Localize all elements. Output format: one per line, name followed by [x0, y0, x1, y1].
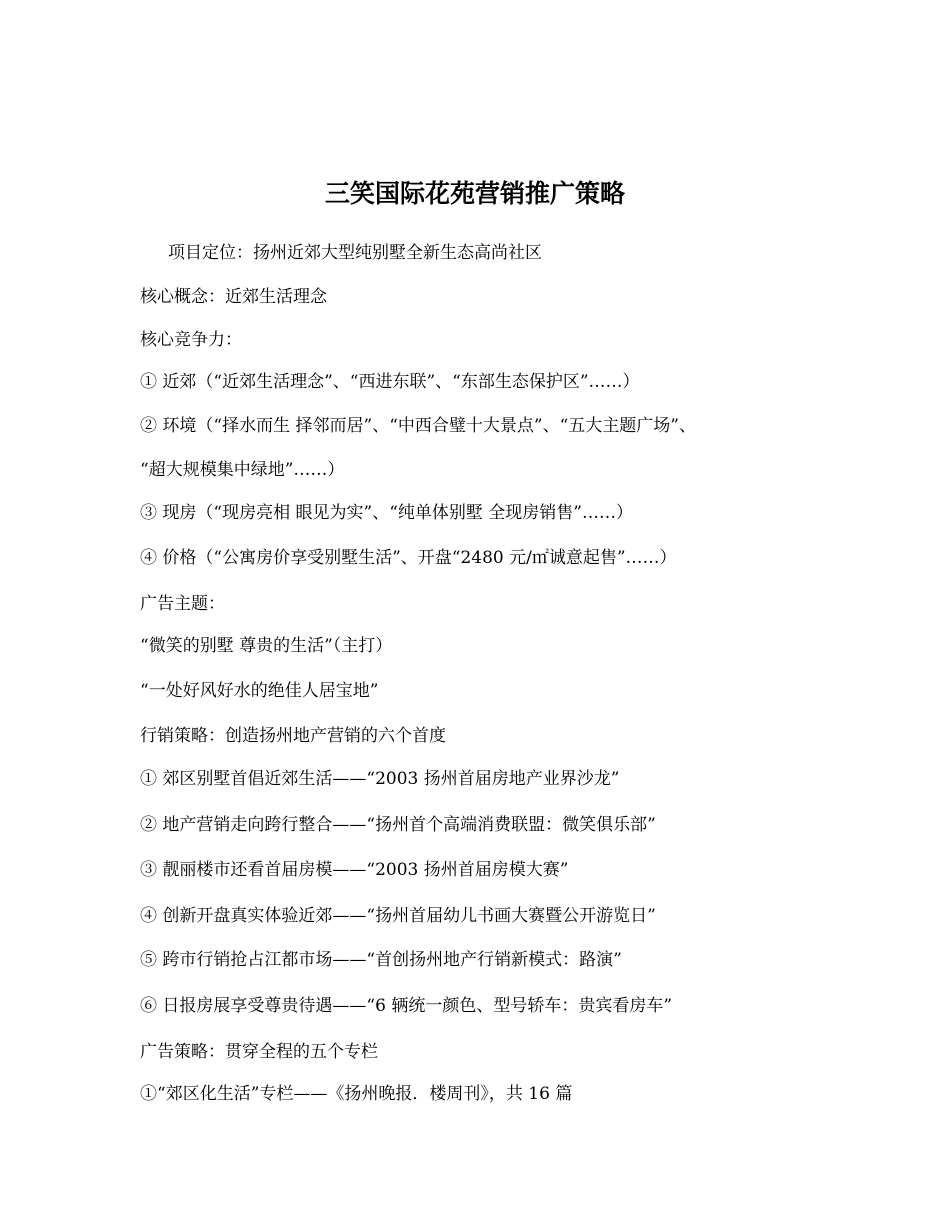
text-line-core-competitiveness: 核心竞争力：: [140, 330, 242, 350]
text-line-core-concept: 核心概念：近郊生活理念: [140, 287, 327, 307]
document-title: 三笑国际花苑营销推广策略: [324, 179, 625, 208]
text-line-ad-slogan: “一处好风好水的绝佳人居宝地”: [140, 681, 379, 701]
text-line-list-item: ⑤ 跨市行销抢占江都市场——“首创扬州地产行销新模式：路演”: [140, 950, 622, 970]
text-line-project-positioning: 项目定位：扬州近郊大型纯别墅全新生态高尚社区: [168, 243, 542, 263]
text-line-list-item: ④ 创新开盘真实体验近郊——“扬州首届幼儿书画大赛暨公开游览日”: [140, 906, 656, 926]
text-line-list-item: ④ 价格（“公寓房价享受别墅生活”、开盘“2480 元/㎡诚意起售”……）: [140, 548, 677, 568]
text-line-list-item: ② 环境（“择水而生 择邻而居”、“中西合璧十大景点”、“五大主题广场”、: [140, 416, 696, 436]
text-line-list-item: ③ 靓丽楼市还看首届房模——“2003 扬州首届房模大赛”: [140, 860, 569, 880]
text-line-ad-theme: 广告主题：: [140, 594, 225, 614]
text-line-ad-slogan: “微笑的别墅 尊贵的生活”（主打）: [140, 636, 393, 656]
text-line-list-item: ①“郊区化生活”专栏——《扬州晚报．楼周刊》，共 16 篇: [140, 1084, 573, 1104]
text-line-list-item: ① 郊区别墅首倡近郊生活——“2003 扬州首届房地产业界沙龙”: [140, 769, 620, 789]
text-line-ad-strategy: 广告策略：贯穿全程的五个专栏: [140, 1042, 378, 1062]
text-line-list-item: ③ 现房（“现房亮相 眼见为实”、“纯单体别墅 全现房销售”……）: [140, 503, 633, 523]
text-line-list-item: ① 近郊（“近郊生活理念”、“西进东联”、“东部生态保护区”……）: [140, 372, 640, 392]
text-line-list-item: ② 地产营销走向跨行整合——“扬州首个高端消费联盟：微笑俱乐部”: [140, 815, 656, 835]
text-line-continuation: “超大规模集中绿地”……）: [140, 460, 345, 480]
text-line-marketing-strategy: 行销策略：创造扬州地产营销的六个首度: [140, 726, 446, 746]
text-line-list-item: ⑥ 日报房展享受尊贵待遇——“6 辆统一颜色、型号轿车：贵宾看房车”: [140, 996, 673, 1016]
